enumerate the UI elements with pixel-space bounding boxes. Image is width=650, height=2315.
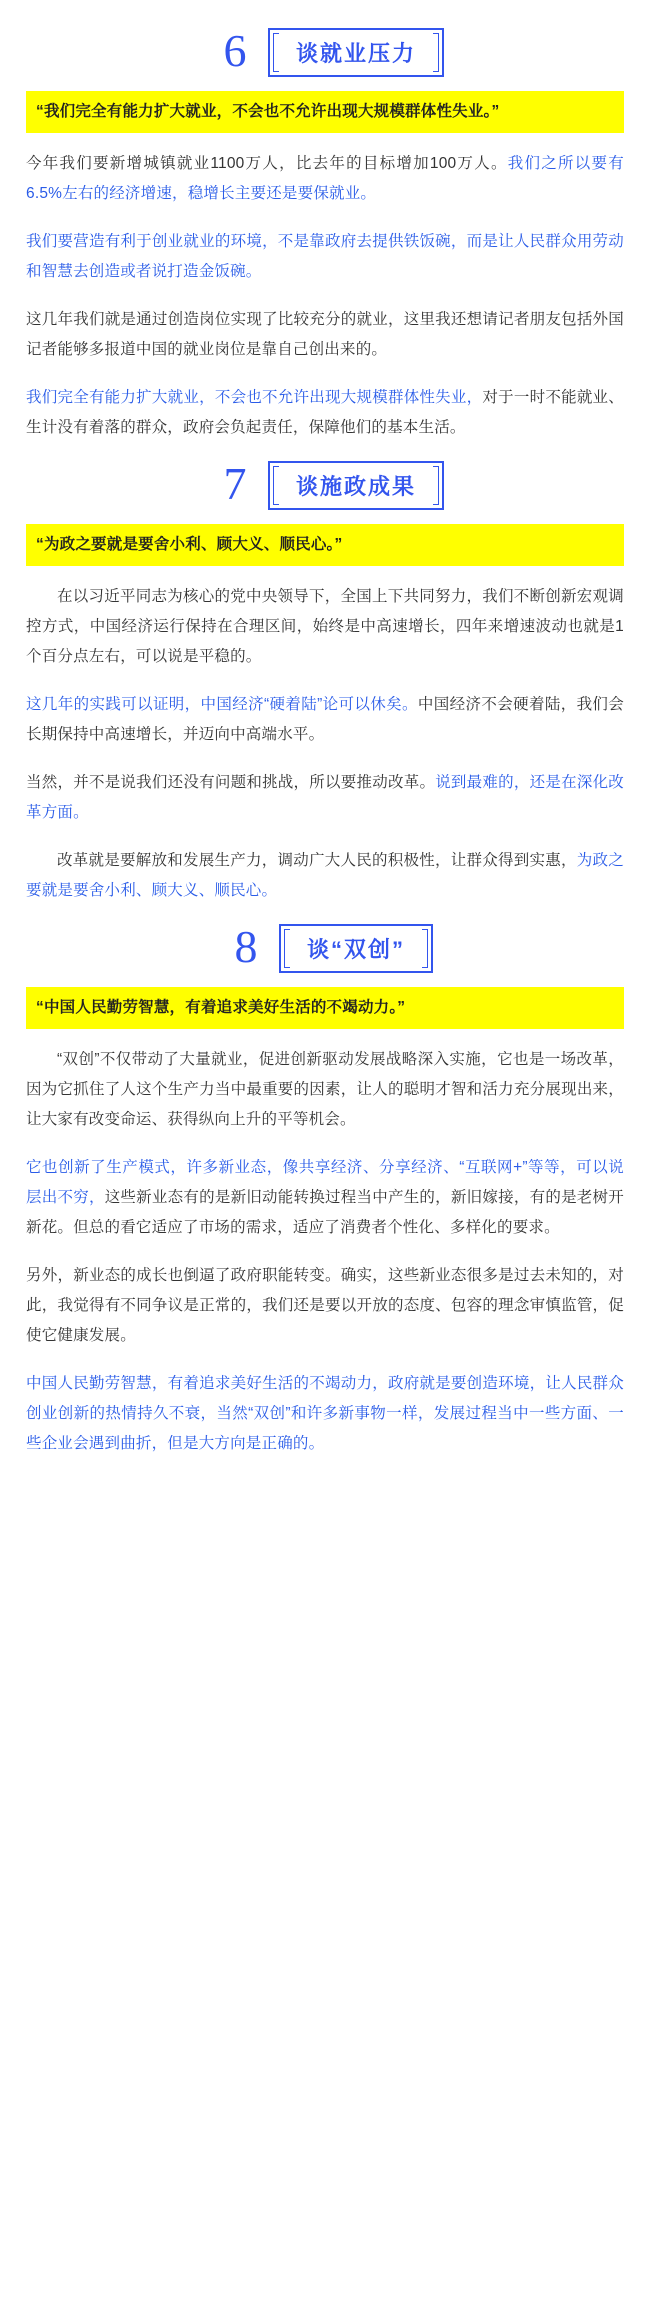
section-8: [0, 920, 650, 1459]
quote-container: [0, 91, 650, 133]
paragraph: 我们要营造有利于创业就业的环境，不是靠政府去提供铁饭碗，而是让人民群众用劳动和智慧去创造或者说打造金饭碗。: [26, 233, 624, 280]
paragraph: 这几年我们就是通过创造岗位实现了比较充分的就业，这里我还想请记者朋友包括外国记者能够多报道中国的就业岗位是靠自己创出来的。: [26, 311, 624, 358]
section-title: 谈“双创”: [306, 937, 405, 962]
section-6: [0, 24, 650, 443]
paragraph-part: 这几年的实践可以证明，中国经济“硬着陆”论可以休矣。: [26, 696, 418, 713]
paragraph-part: 为政之要就是要舍小利、顾大义、顺民心。: [26, 852, 624, 899]
paragraph: “双创”不仅带动了大量就业，促进创新驱动发展战略深入实施，它也是一场改革，因为它抓住了人这个生产力当中最重要的因素，让人的聪明才智和活力充分展现出来，让大家有改变命运、获得纵向上升的平等机会。: [26, 1051, 624, 1128]
quote-container: [0, 987, 650, 1029]
section-header: [0, 457, 650, 510]
paragraph: 在以习近平同志为核心的党中央领导下，全国上下共同努力，我们不断创新宏观调控方式，中国经济运行保持在合理区间，始终是中高速增长，四年来增速波动也就是1个百分点左右，可以说是平稳的。: [26, 588, 624, 665]
paragraph-part: 我们之所以要有6.5%左右的经济增速，稳增长主要还是要保就业。: [26, 155, 624, 202]
quote-container: [0, 524, 650, 566]
paragraph: 中国人民勤劳智慧，有着追求美好生活的不竭动力，政府就是要创造环境，让人民群众创业创新的热情持久不衰，当然“双创”和许多新事物一样，发展过程当中一些方面、一些企业会遇到曲折，但是大方向是正确的。: [26, 1375, 624, 1452]
section-number: 6: [223, 24, 247, 76]
section-body: [0, 1045, 650, 1459]
paragraph-part: 说到最难的，还是在深化改革方面。: [26, 774, 625, 821]
section-title-frame: [268, 28, 444, 77]
section-title-frame: [268, 461, 444, 510]
section-title: 谈施政成果: [295, 474, 416, 499]
highlight-quote: “我们完全有能力扩大就业，不会也不允许出现大规模群体性失业。”: [26, 91, 624, 133]
paragraph-part: 中国经济不会硬着陆，我们会长期保持中高速增长，并迈向中高端水平。: [26, 696, 625, 743]
paragraph: [26, 383, 624, 443]
highlight-quote: “中国人民勤劳智慧，有着追求美好生活的不竭动力。”: [26, 987, 624, 1029]
highlight-quote: “为政之要就是要舍小利、顾大义、顺民心。”: [26, 524, 624, 566]
paragraph: [26, 768, 624, 828]
section-header: [0, 24, 650, 77]
section-header: [0, 920, 650, 973]
section-number: 7: [223, 457, 247, 509]
paragraph-part: 我们完全有能力扩大就业，不会也不允许出现大规模群体性失业，: [26, 389, 483, 406]
section-title: 谈就业压力: [295, 41, 416, 66]
section-title-frame: [279, 924, 433, 973]
paragraph: [26, 690, 624, 750]
section-body: [0, 149, 650, 443]
paragraph: [26, 1153, 624, 1243]
section-7: [0, 457, 650, 906]
section-body: [0, 582, 650, 906]
paragraph: 另外，新业态的成长也倒逼了政府职能转变。确实，这些新业态很多是过去未知的，对此，我觉得有不同争议是正常的，我们还是要以开放的态度、包容的理念审慎监管，促使它健康发展。: [26, 1267, 624, 1344]
paragraph-part: 对于一时不能就业、生计没有着落的群众，政府会负起责任，保障他们的基本生活。: [26, 389, 624, 436]
paragraph-part: 这些新业态有的是新旧动能转换过程当中产生的，新旧嫁接，有的是老树开新花。但总的看它适应了市场的需求，适应了消费者个性化、多样化的要求。: [26, 1189, 624, 1236]
paragraph-part: 当然，并不是说我们还没有问题和挑战，所以要推动改革。: [26, 774, 436, 791]
paragraph: [26, 846, 624, 906]
paragraph-part: 它也创新了生产模式，许多新业态，像共享经济、分享经济、“互联网+”等等，可以说层出不穷，: [26, 1159, 624, 1206]
paragraph-part: 改革就是要解放和发展生产力，调动广大人民的积极性，让群众得到实惠，: [57, 852, 577, 869]
paragraph: [26, 149, 624, 209]
section-number: 8: [234, 920, 258, 972]
paragraph-part: 今年我们要新增城镇就业1100万人，比去年的目标增加100万人。: [26, 155, 508, 172]
